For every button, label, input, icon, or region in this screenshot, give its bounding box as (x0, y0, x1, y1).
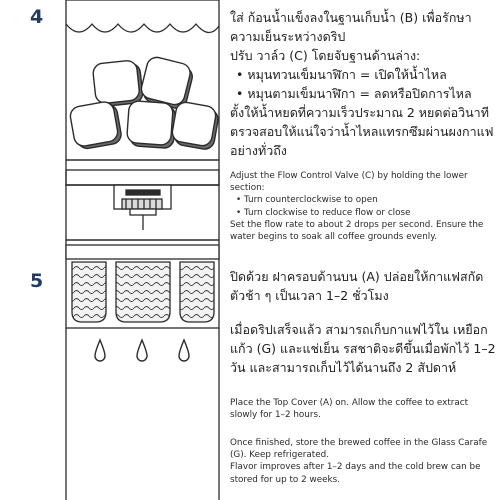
step5-english-finish-block (230, 437, 498, 486)
step4-thai-block (230, 8, 498, 160)
step4-english-bullet-1: • Turn counterclockwise to open (236, 195, 378, 206)
step4-english-bullet-2: • Turn clockwise to reduce flow or close (236, 207, 411, 218)
step-number-5: 5 (30, 270, 44, 292)
coffee-grounds-chamber (66, 240, 219, 328)
step5-english-cover: Place the Top Cover (A) on. Allow the coffee to extract slowly for 1–2 hours. (230, 398, 469, 421)
step5-thai-cover: ปิดด้วย ฝาครอบด้านบน (A) ปล่อยให้กาแฟสกัดตัวช้า ๆ เป็นเวลา 1–2 ชั่วโมง (230, 269, 484, 303)
step4-english-adjust: Adjust the Flow Control Valve (C) by holding the lower section: (230, 171, 468, 194)
step4-english-block (230, 170, 498, 243)
ice-cubes (69, 55, 220, 150)
step5-thai-finish-block (230, 320, 498, 377)
step5-english-finish: Once finished, store the brewed coffee in the Glass Carafe (G). Keep refrigerated. (230, 438, 488, 461)
cold-brew-tower-illustration (54, 0, 234, 500)
step5-english-flavor: Flavor improves after 1–2 days and the cold brew can be stored for up to 2 weeks. (230, 462, 481, 485)
step-number-4: 4 (30, 6, 44, 28)
step4-english-rate: Set the flow rate to about 2 drops per second. Ensure the water begins to soak all coffee grounds evenly. (230, 219, 484, 243)
step4-thai-adjust: ปรับ วาล์ว (C) โดยจับฐานด้านล่าง: (230, 48, 421, 63)
step5-thai-finish: เมื่อดริปเสร็จแล้ว สามารถเก็บกาแฟไว้ใน เหยือกแก้ว (G) และแช่เย็น รสชาติจะดีขึ้นเมื่อพักไว้ 1–2 วัน และสามารถเก็บไว้ได้นานถึง 2 สัปดาห์ (230, 322, 496, 375)
step4-thai-bullet-2: • หมุนตามเข็มนาฬิกา = ลดหรือปิดการไหล (236, 86, 472, 101)
step4-thai-bullet-1: • หมุนทวนเข็มนาฬิกา = เปิดให้น้ำไหล (236, 67, 447, 82)
drip-drops (95, 340, 189, 361)
step4-thai-intro: ใส่ ก้อนน้ำแข็งลงในฐานเก็บน้ำ (B) เพื่อรักษาความเย็นระหว่างดริป (230, 10, 472, 44)
step5-english-cover-block (230, 397, 498, 421)
flow-control-valve (66, 160, 219, 240)
step4-thai-rate: ตั้งให้น้ำหยดที่ความเร็วประมาณ 2 หยดต่อวินาที ตรวจสอบให้แน่ใจว่าน้ำไหลแทรกซึมผ่านผงกาแฟอย่างทั่วถึง (230, 105, 494, 158)
step5-thai-cover-block (230, 267, 498, 305)
